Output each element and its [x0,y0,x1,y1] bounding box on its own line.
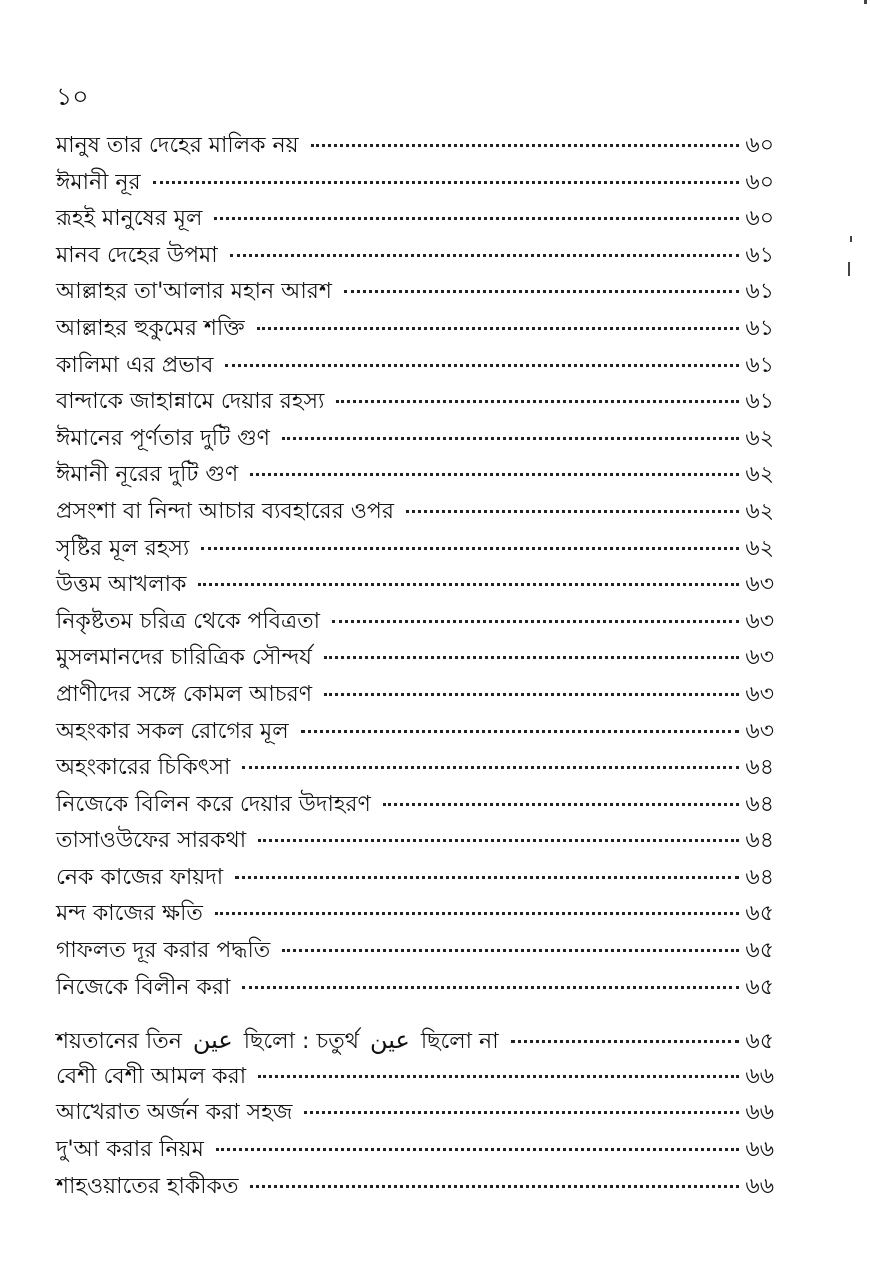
entry-title: মানব দেহের উপমা [56,242,218,268]
entry-title: আখেরাত অর্জন করা সহজ [56,1100,293,1126]
scan-speck [848,262,850,276]
entry-page-number: ৬৫ [745,974,774,1000]
dot-leader [198,583,739,586]
entry-title-part: ছিলো : চতুর্থ [243,1029,359,1055]
toc-entry [56,457,774,494]
entry-page-number: ৬০ [745,206,774,232]
dot-leader [250,1185,739,1188]
entry-page-number: ৬৫ [745,901,774,927]
entry-page-number: ৬১ [745,242,774,268]
toc-entry [56,567,774,604]
toc-entry [56,238,774,275]
dot-leader [383,803,740,806]
entry-title: কালিমা এর প্রভাব [56,352,214,378]
entry-title: তাসাওউফের সারকথা [56,828,247,854]
dot-leader [242,766,739,769]
entry-page-number: ৬১ [745,315,774,341]
entry-page-number: ৬৩ [745,681,774,707]
dot-leader [332,620,739,623]
toc-entry [56,714,774,751]
toc-entry [56,384,774,421]
toc-entry [56,1169,774,1206]
entry-title: ঈমানী নূর [56,169,141,195]
toc-entry [56,896,774,933]
dot-leader [344,290,740,293]
entry-title: দু'আ করার নিয়ম [56,1137,204,1163]
dot-leader [250,473,739,476]
entry-page-number: ৬৬ [745,1100,774,1126]
dot-leader [511,1040,740,1043]
entry-title: উত্তম আখলাক [56,572,187,598]
entry-page-number: ৬২ [745,498,774,524]
toc-entry [56,970,774,1007]
entry-page-number: ৬৬ [745,1173,774,1199]
entry-title: নিকৃষ্টতম চরিত্র থেকে পবিত্রতা [56,608,321,634]
entry-page-number: ৬৬ [745,1137,774,1163]
entry-title: সৃষ্টির মূল রহস্য [56,535,190,561]
entry-page-number: ৬১ [745,389,774,415]
entry-title: প্রাণীদের সঙ্গে কোমল আচরণ [56,681,313,707]
entry-title: রূহই মানুষের মূল [56,206,203,232]
dot-leader [214,217,739,220]
toc-entry [56,604,774,641]
entry-title: নিজেকে বিলীন করা [56,974,231,1000]
entry-page-number: ৬৩ [745,572,774,598]
entry-page-number: ৬৩ [745,718,774,744]
dot-leader [311,144,740,147]
dot-leader [324,656,739,659]
entry-page-number: ৬২ [745,535,774,561]
dot-leader [336,400,739,403]
dot-leader [257,327,740,330]
entry-title: বান্দাকে জাহান্নামে দেয়ার রহস্য [56,389,325,415]
toc-entry [56,128,774,165]
dot-leader [153,181,740,184]
entry-page-number: ৬৩ [745,608,774,634]
toc-entry [56,201,774,238]
entry-page-number: ৬৪ [745,828,774,854]
entry-page-number: ৬১ [745,279,774,305]
entry-page-number: ৬১ [745,352,774,378]
entry-title: গাফলত দূর করার পদ্ধতি [56,938,271,964]
scan-speck [850,236,852,242]
toc-entry [56,787,774,824]
toc-entry [56,531,774,568]
dot-leader [225,364,739,367]
toc-entry [56,1059,774,1096]
entry-page-number: ৬৪ [745,864,774,890]
dot-leader [304,1111,739,1114]
toc-entry [56,860,774,897]
entry-title: ঈমানী নূরের দুটি গুণ [56,462,239,488]
entry-title [56,1022,499,1061]
entry-title: অহংকার সকল রোগের মূল [56,718,289,744]
toc-entry [56,1095,774,1132]
dot-leader [282,949,739,952]
arabic-word: عين [369,1026,410,1055]
toc-entry-special [56,1022,774,1059]
dot-leader [215,912,740,915]
toc-entry [56,348,774,385]
entry-title: মানুষ তার দেহের মালিক নয় [56,133,299,158]
entry-title: নেক কাজের ফায়দা [56,864,224,890]
toc-entry [56,677,774,714]
entry-title: ঈমানের পূর্ণতার দুটি গুণ [56,425,270,451]
entry-title: মুসলমানদের চারিত্রিক সৌন্দর্য [56,645,312,671]
dot-leader [201,547,739,550]
toc-entry [56,750,774,787]
entry-title: আল্লাহর তা'আলার মহান আরশ [56,279,332,305]
entry-page-number: ৬২ [745,462,774,488]
toc-entry [56,933,774,970]
dot-leader [216,1148,740,1151]
entry-title: প্রসংশা বা নিন্দা আচার ব্যবহারের ওপর [56,498,394,524]
entry-title: মন্দ কাজের ক্ষতি [56,901,203,927]
toc-entry [56,823,774,860]
toc-entry [56,1132,774,1169]
entry-page-number: ৬৩ [745,645,774,671]
toc-entry [56,421,774,458]
entry-page-number: ৬৪ [745,755,774,781]
scan-speck [864,0,867,4]
entry-page-number: ৬০ [745,169,774,195]
entry-title-part: ছিলো না [420,1029,499,1055]
dot-leader [324,693,739,696]
entry-page-number: ৬০ [745,133,774,158]
table-of-contents [56,128,774,1205]
dot-leader [242,986,739,989]
toc-entry [56,274,774,311]
dot-leader [230,254,740,257]
entry-title: আল্লাহর হুকুমের শক্তি [56,315,245,341]
entry-title: শাহওয়াতের হাকীকত [56,1173,239,1199]
toc-entry [56,640,774,677]
entry-title: অহংকারের চিকিৎসা [56,755,231,781]
entry-title: বেশী বেশী আমল করা [56,1063,247,1089]
entry-title: নিজেকে বিলিন করে দেয়ার উদাহরণ [56,791,371,817]
dot-leader [258,839,739,842]
dot-leader [258,1075,739,1078]
entry-page-number: ৬৫ [745,938,774,964]
dot-leader [235,876,739,879]
dot-leader [282,437,740,440]
entry-page-number: ৬২ [745,425,774,451]
arabic-word: عين [192,1026,233,1055]
toc-entry [56,311,774,348]
toc-entry [56,494,774,531]
entry-page-number: ৬৬ [745,1063,774,1089]
toc-entry [56,165,774,202]
entry-title-part: শয়তানের তিন [56,1029,182,1055]
dot-leader [301,730,740,733]
page-number: ১০ [56,82,89,111]
entry-page-number: ৬৫ [745,1029,774,1055]
entry-page-number: ৬৪ [745,791,774,817]
dot-leader [406,510,739,513]
